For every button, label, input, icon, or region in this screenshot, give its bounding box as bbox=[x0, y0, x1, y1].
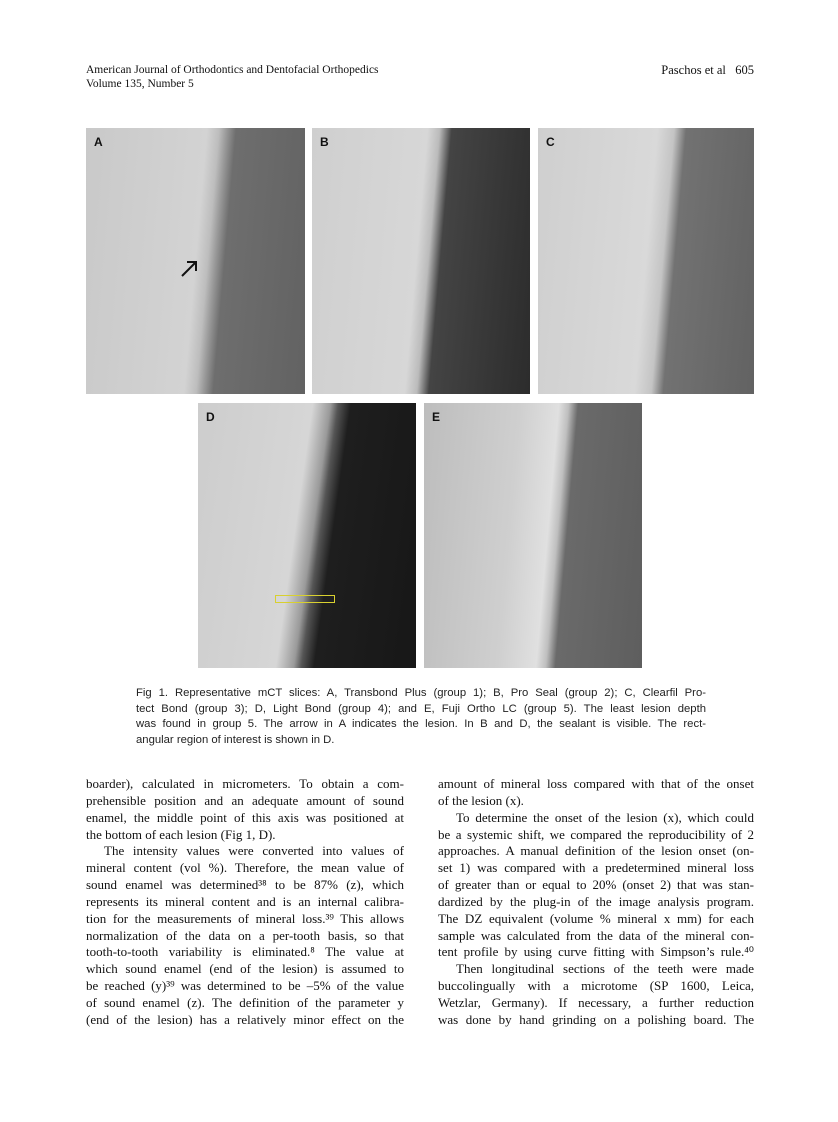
text-line: be a systemic shift, we compared the reproducibility of 2 bbox=[438, 826, 754, 842]
body-column-left bbox=[86, 776, 404, 1029]
text-line: tooth-to-tooth variability is eliminated.⁸ The value at bbox=[86, 944, 404, 960]
caption-line: angular region of interest is shown in D. bbox=[136, 733, 335, 746]
figure-panel-b bbox=[312, 128, 530, 394]
panel-label: C bbox=[546, 135, 555, 149]
text-line: boarder), calculated in micrometers. To obtain a com- bbox=[86, 776, 404, 791]
text-line: tion for the measurements of mineral loss.³⁹ This allows bbox=[86, 910, 404, 926]
panel-label: A bbox=[94, 135, 103, 149]
caption-line: tect Bond (group 3); D, Light Bond (group 4); and E, Fuji Ortho LC (group 5). The least lesion depth bbox=[136, 702, 706, 715]
body-column-right bbox=[438, 776, 754, 1029]
figure-caption bbox=[136, 686, 706, 748]
text-line: the bottom of each lesion (Fig 1, D). bbox=[86, 826, 276, 842]
text-line: To determine the onset of the lesion (x), which could bbox=[456, 809, 754, 825]
figure-panel-a bbox=[86, 128, 305, 394]
text-line: be reached (y)³⁹ was determined to be –5% of the value bbox=[86, 978, 404, 994]
text-line: Wetzlar, Germany). If necessary, a further reduction bbox=[438, 994, 754, 1010]
region-of-interest-rect bbox=[275, 595, 335, 603]
text-line: set 1) was compared with a predetermined mineral loss bbox=[438, 860, 754, 876]
caption-line: was found in group 5. The arrow in A indicates the lesion. In B and D, the sealant is visible. The rect- bbox=[136, 718, 706, 730]
text-line: dardized by the plug-in of the image analysis program. bbox=[438, 893, 754, 909]
text-line: normalization of the data on a per-tooth basis, so that bbox=[86, 927, 404, 943]
running-header-right bbox=[661, 63, 754, 77]
text-line: was done by hand grinding on a polishing board. The bbox=[438, 1011, 754, 1027]
text-line: represents its mineral content and is an internal calibra- bbox=[86, 893, 404, 909]
text-line: enamel, the middle point of this axis was positioned at bbox=[86, 809, 404, 825]
text-line: The DZ equivalent (volume % mineral x mm) for each bbox=[438, 910, 754, 926]
panel-label: D bbox=[206, 410, 215, 424]
text-line: of the lesion (x). bbox=[438, 792, 524, 808]
text-line: sample was calculated from the data of the mineral con- bbox=[438, 927, 754, 943]
text-line: buccolingually with a microtome (SP 1600, Leica, bbox=[438, 978, 754, 994]
arrow-icon bbox=[178, 256, 202, 280]
text-line: of sound enamel (z). The definition of the parameter y bbox=[86, 994, 404, 1010]
figure-panel-d bbox=[198, 403, 416, 668]
caption-line: Fig 1. Representative mCT slices: A, Transbond Plus (group 1); B, Pro Seal (group 2); C, Clearfil Pro- bbox=[136, 687, 706, 699]
text-line: The intensity values were converted into values of bbox=[104, 843, 404, 859]
text-line: approaches. A manual definition of the lesion onset (on- bbox=[438, 843, 754, 859]
text-line: prehensible position and an adequate amount of sound bbox=[86, 792, 404, 808]
figure-panel-c bbox=[538, 128, 754, 394]
journal-title: American Journal of Orthodontics and Dentofacial Orthopedics bbox=[86, 64, 379, 76]
text-line: amount of mineral loss compared with that of the onset bbox=[438, 776, 754, 791]
text-line: of greater than or equal to 20% (onset 2) that was stan- bbox=[438, 877, 754, 893]
text-line: which sound enamel (end of the lesion) is assumed to bbox=[86, 961, 404, 977]
panel-label: B bbox=[320, 135, 329, 149]
authors: Paschos et al bbox=[661, 63, 726, 77]
running-header-left bbox=[86, 63, 379, 91]
text-line: sound enamel was determined³⁸ to be 87% (z), which bbox=[86, 877, 404, 893]
page-number: 605 bbox=[735, 63, 754, 77]
text-line: tent profile by using curve fitting with Simpson’s rule.⁴⁰ bbox=[438, 944, 754, 960]
text-line: (end of the lesion) has a relatively minor effect on the bbox=[86, 1011, 404, 1027]
journal-volume: Volume 135, Number 5 bbox=[86, 78, 194, 90]
text-line: Then longitudinal sections of the teeth were made bbox=[456, 961, 754, 977]
panel-label: E bbox=[432, 410, 441, 424]
text-line: mineral content (vol %). Therefore, the mean value of bbox=[86, 860, 404, 876]
figure-panel-e bbox=[424, 403, 642, 668]
